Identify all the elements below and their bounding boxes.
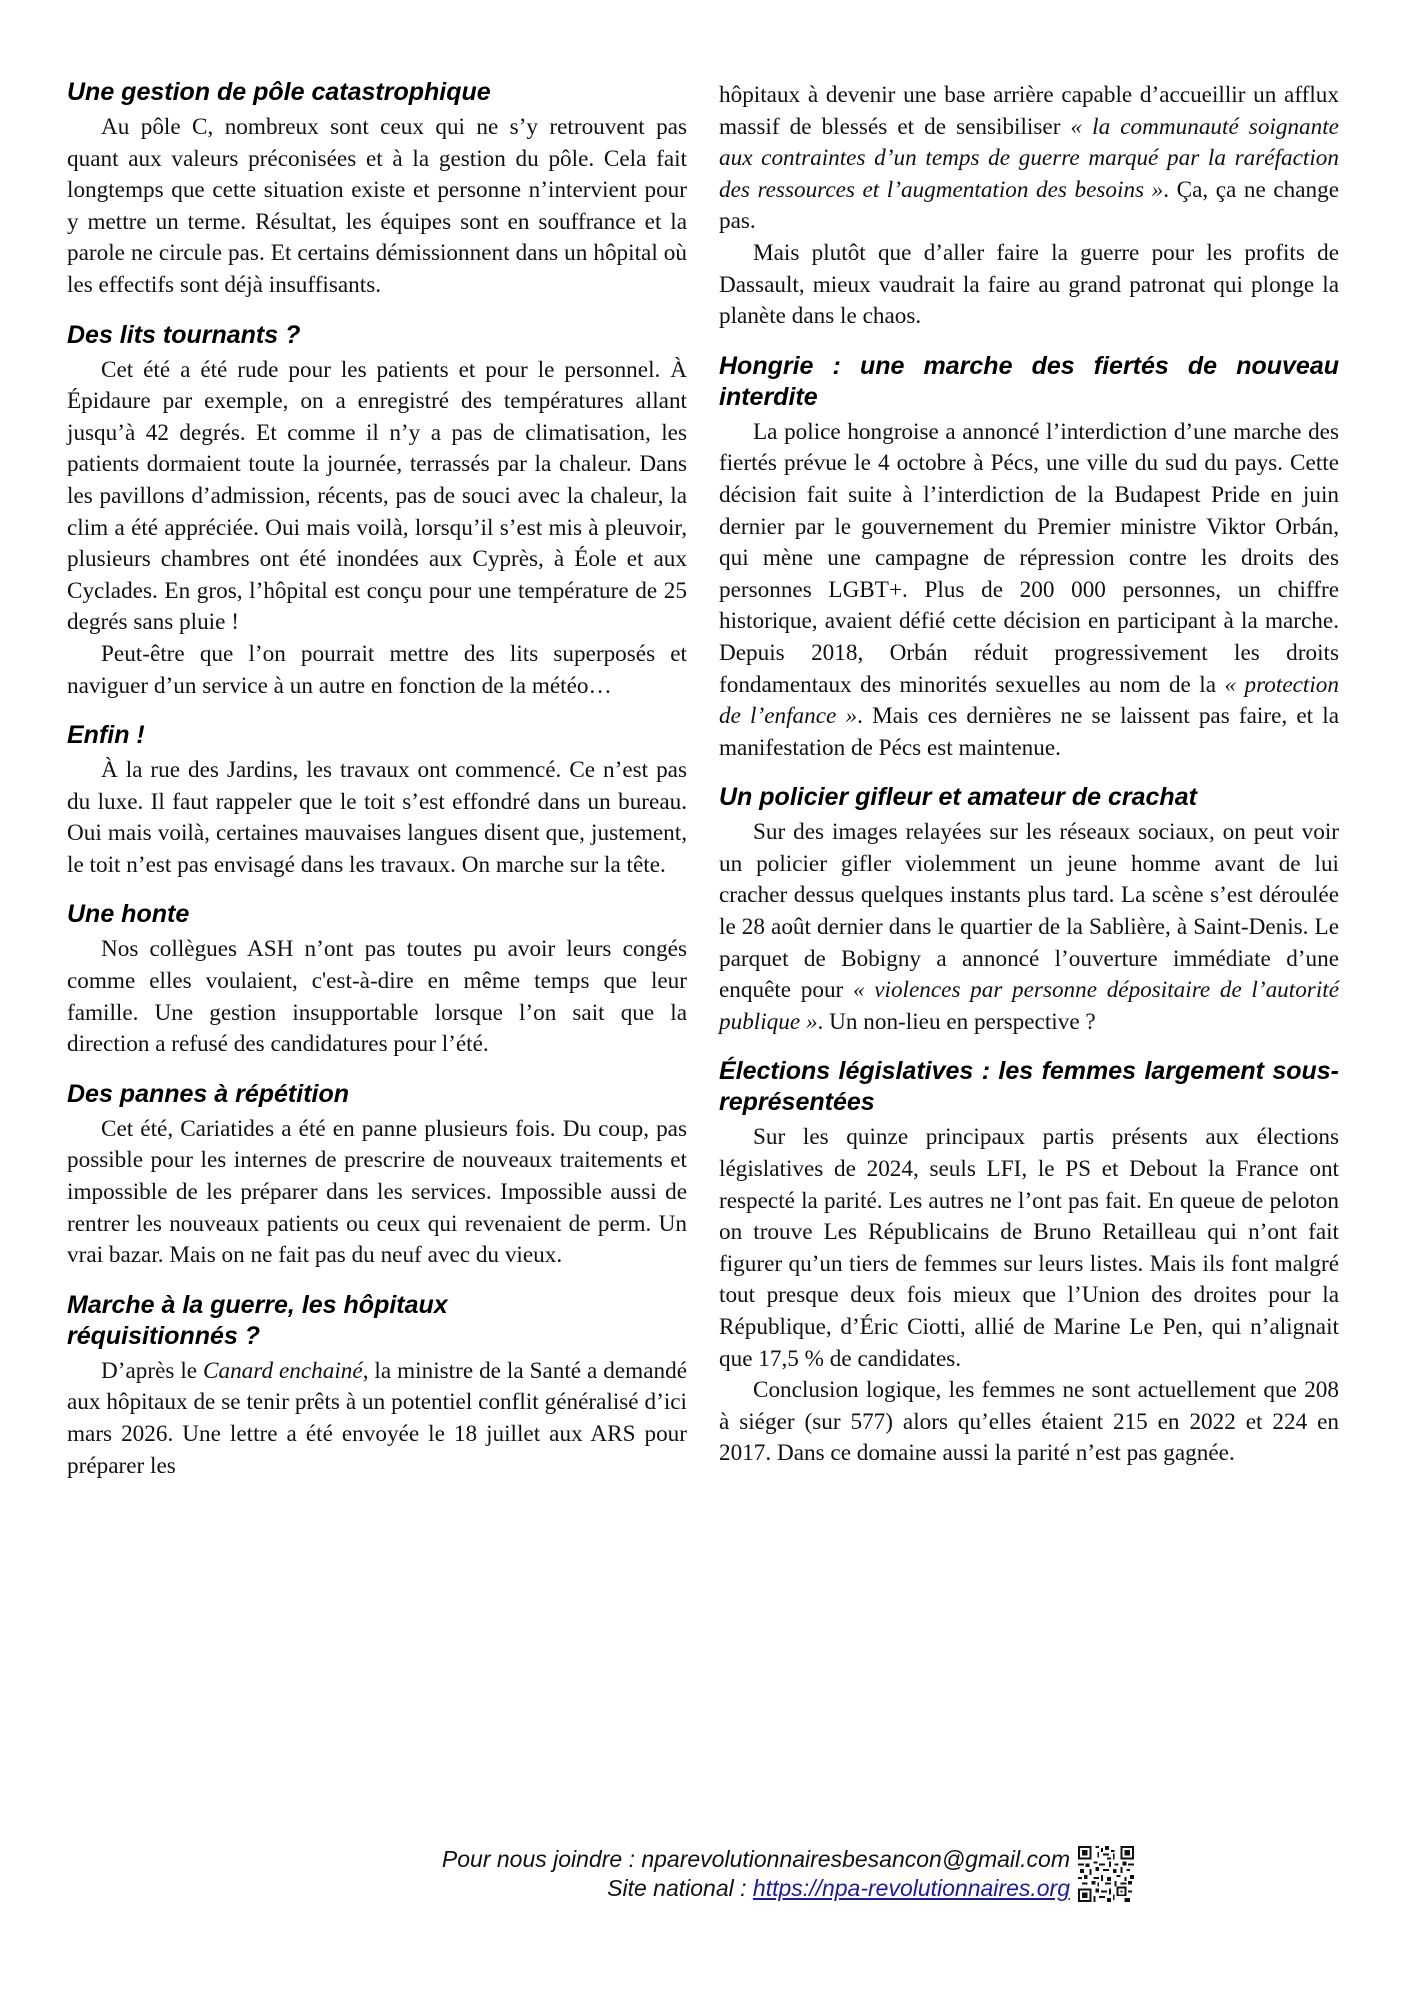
article-headline: Un policier gifleur et amateur de crachat: [719, 783, 1197, 812]
article-hongrie: [719, 351, 1339, 765]
text-run: . Un non-lieu en perspective ?: [817, 1008, 1096, 1035]
article-paragraph: [67, 1356, 687, 1482]
article-paragraph: Peut-être que l’on pourrait mettre des lits superposés et naviguer d’un service à un autre en fonction de la météo…: [67, 640, 687, 699]
article-gestion-pole: [67, 77, 687, 302]
quote: « la communauté soignante aux contraintes d’un temps de guerre marqué par la raréfaction des ressources et l’augmentation des besoins »: [719, 113, 1339, 203]
article-enfin: [67, 720, 687, 881]
article-paragraph: Cet été a été rude pour les patients et pour le personnel. À Épidaure par exemple, on a enregistré des températures allant jusqu’à 42 degrés. Et comme il n’y a pas de climatisation, les patients dormaient toute la journée, terrassés par la chaleur. Dans les pavillons d’admission, récents, pas de souci avec la chaleur, la clim a été appréciée. Oui mais voilà, lorsqu’il s’est mis à pleuvoir, plusieurs chambres ont été inondées aux Cyprès, à Éole et aux Cyclades. En gros, l’hôpital est conçu pour une température de 25 degrés sans pluie !: [67, 356, 687, 636]
contact-email[interactable]: nparevolutionnairesbesancon@gmail.com: [641, 1846, 1070, 1872]
article-headline: [67, 1290, 687, 1352]
article-une-honte: [67, 899, 687, 1060]
article-policier: [719, 782, 1339, 1038]
article-marche-guerre-continued: [719, 80, 1339, 333]
text-run: Sur des images relayées sur les réseaux sociaux, on peut voir un policier gifler violemment un jeune homme avant de lui cracher dessus quelques instants plus tard. La scène s’est déroulée le 28 août dernier dans le quartier de la Sablière, à Saint-Denis. Le parquet de Bobigny a annoncé l’ouverture immédiate d’une enquête pour: [719, 819, 1339, 1004]
qr-code-icon: [1078, 1846, 1134, 1902]
article-lits-tournants: [67, 320, 687, 703]
article-paragraph: [719, 417, 1339, 765]
article-headline: Hongrie : une marche des fiertés de nouveau interdite: [719, 351, 1339, 411]
text-run: . Mais ces dernières ne se laissent pas faire, et la manifestation de Pécs est maintenue.: [719, 703, 1339, 761]
article-paragraph: Sur les quinze principaux partis présents aux élections législatives de 2024, seuls LFI, le PS et Debout la France ont respecté la parité. Les autres ne l’ont pas fait. En queue de peloton on trouve Les Républicains de Bruno Retailleau qui n’ont fait figurer qu’un tiers de femmes sur leurs listes. Mais ils font malgré tout presque deux fois mieux que l’Union des droites pour la République, d’Éric Ciotti, allié de Marine Le Pen, qui n’alignait que 17,5 % de candidates.: [719, 1124, 1339, 1372]
article-headline: Une gestion de pôle catastrophique: [67, 78, 491, 106]
article-paragraph: [719, 80, 1339, 238]
article-paragraph: [719, 817, 1339, 1038]
article-paragraph: Au pôle C, nombreux sont ceux qui ne s’y retrouvent pas quant aux valeurs préconisées et à la gestion du pôle. Cela fait longtemps que cette situation existe et personne n’intervient pour y mettre un terme. Résultat, les équipes sont en souffrance et la parole ne circule pas. Et certains démissionnent dans un hôpital où les effectifs sont déjà insuffisants.: [67, 114, 687, 298]
article-paragraph: Nos collègues ASH n’ont pas toutes pu avoir leurs congés comme elles voulaient, c'est-à-dire en même temps que leur famille. Une gestion insupportable lorsque l’on sait que la direction a refusé des candidatures pour l’été.: [67, 936, 687, 1058]
headline-line-1: Marche à la guerre, les hôpitaux: [67, 1290, 448, 1319]
article-pannes: [67, 1079, 687, 1272]
quote: « protection de l’enfance »: [719, 671, 1339, 730]
article-paragraph: Mais plutôt que d’aller faire la guerre pour les profits de Dassault, mieux vaudrait la faire au grand patronat qui plonge la planète dans le chaos.: [719, 239, 1339, 330]
article-paragraph: À la rue des Jardins, les travaux ont commencé. Ce n’est pas du luxe. Il faut rappeler que le toit s’est effondré dans un bureau. Oui mais voilà, certaines mauvaises langues disent que, justement, le toit n’est pas envisagé dans les travaux. On marche sur la tête.: [67, 757, 687, 878]
text-run: , la ministre de la Santé a demandé aux hôpitaux de se tenir prêts à un potentiel conflit généralisé d’ici mars 2026. Une lettre a été envoyée le 18 juillet aux ARS pour préparer les: [67, 1357, 687, 1479]
article-headline: Élections législatives : les femmes largement sous-représentées: [719, 1057, 1339, 1117]
article-elections: [719, 1056, 1339, 1470]
text-run: D’après le: [101, 1357, 204, 1384]
footer-contact: [300, 1845, 1070, 1903]
article-headline: Des lits tournants ?: [67, 320, 301, 349]
site-link[interactable]: https://npa-revolutionnaires.org: [752, 1875, 1070, 1901]
article-headline: Une honte: [67, 900, 190, 929]
headline-line-2: réquisitionnés ?: [67, 1321, 261, 1350]
text-run: hôpitaux à devenir une base arrière capable d’accueillir un afflux massif de blessés et de sensibiliser: [719, 82, 1339, 140]
article-marche-guerre: [67, 1290, 687, 1482]
text-run: La police hongroise a annoncé l’interdiction d’une marche des fiertés prévue le 4 octobre à Pécs, une ville du sud du pays. Cette décision fait suite à l’interdiction de la Budapest Pride en juin dernier par le gouvernement du Premier ministre Viktor Orbán, qui mène une campagne de répression contre les droits des personnes LGBT+. Plus de 200 000 personnes, un chiffre historique, avaient défié cette décision en participant à la marche. Depuis 2018, Orbán réduit progressivement les droits fondamentaux des minorités sexuelles au nom de la: [719, 418, 1339, 698]
article-headline: Enfin !: [67, 721, 145, 750]
article-paragraph: Cet été, Cariatides a été en panne plusieurs fois. Du coup, pas possible pour les internes de prescrire de nouveaux traitements et impossible de les préparer dans les services. Impossible aussi de rentrer les nouveaux patients ou ceux qui revenaient de perm. Un vrai bazar. Mais on ne fait pas du neuf avec du vieux.: [67, 1115, 687, 1269]
article-headline: Des pannes à répétition: [67, 1079, 350, 1108]
right-column: [719, 80, 1339, 1488]
text-run: . Ça, ça ne change pas.: [719, 176, 1339, 235]
left-column: [67, 77, 687, 1500]
contact-line: [300, 1845, 1070, 1874]
contact-label: Pour nous joindre :: [441, 1846, 642, 1872]
article-paragraph: Conclusion logique, les femmes ne sont actuellement que 208 à siéger (sur 577) alors qu’elles étaient 215 en 2022 et 224 en 2017. Dans ce domaine aussi la parité n’est pas gagnée.: [719, 1377, 1339, 1467]
newspaper-title: Canard enchainé: [203, 1357, 363, 1384]
quote: « violences par personne dépositaire de l’autorité publique »: [719, 977, 1339, 1035]
site-line: [300, 1874, 1070, 1903]
site-label: Site national :: [607, 1875, 753, 1901]
